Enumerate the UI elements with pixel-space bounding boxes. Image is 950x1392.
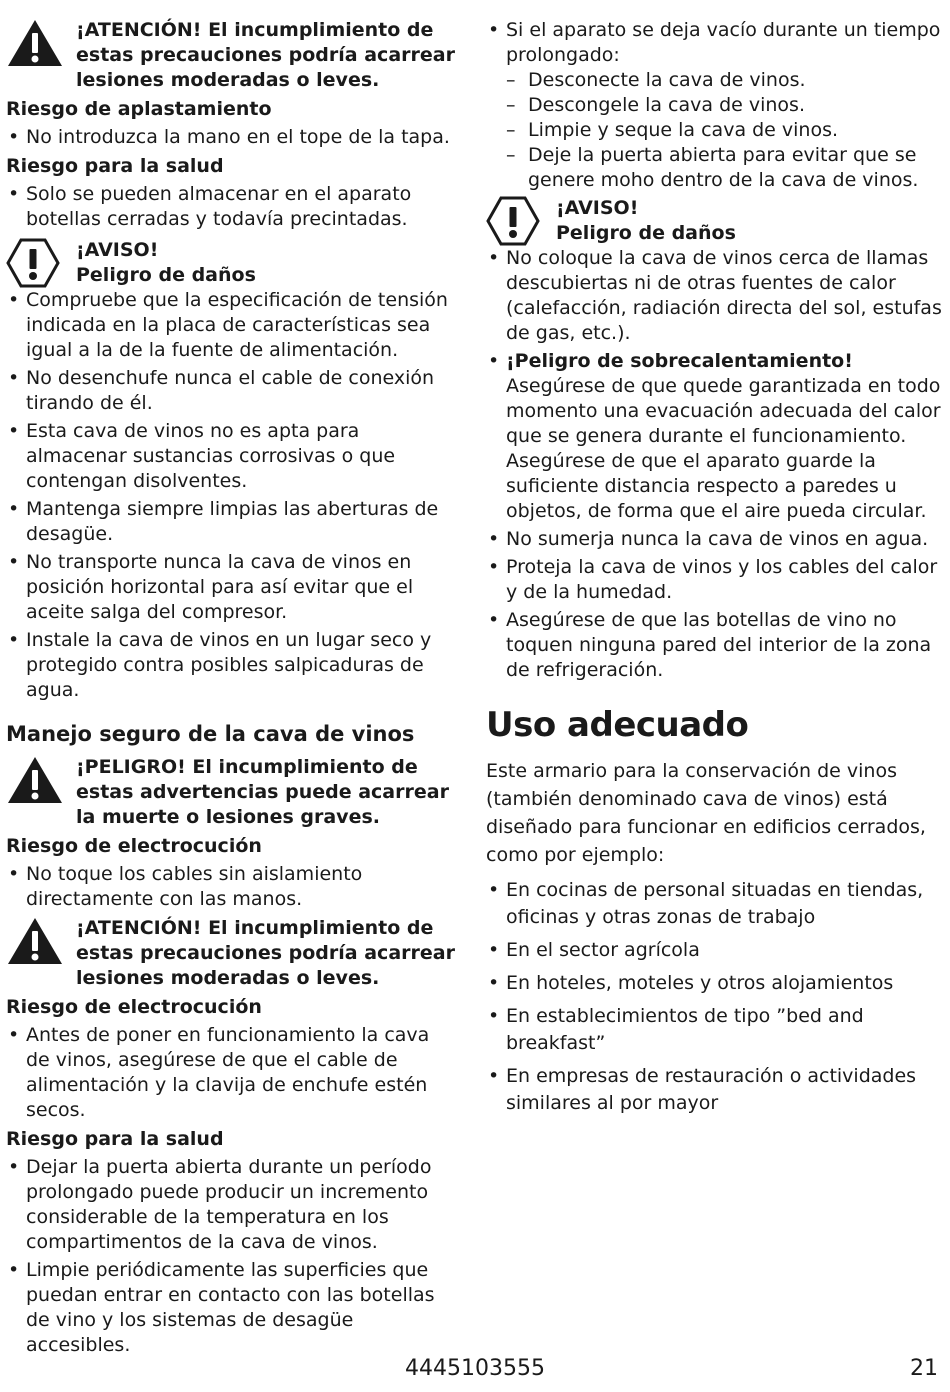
damage-list [486, 246, 942, 683]
list-item: • Compruebe que la especificación de tensión indicada en la placa de características sea igual a la de la fuente de alimentación. [6, 288, 458, 363]
notice-exclamation-icon [6, 238, 64, 288]
list-item: • No desenchufe nunca el cable de conexión tirando de él. [6, 366, 458, 416]
section-title: Manejo seguro de la cava de vinos [6, 722, 415, 746]
step-item: – Desconecte la cava de vinos. [506, 68, 942, 93]
caution-text: ¡ATENCIÓN! El incumplimiento de estas precauciones podría acarrear lesiones moderadas o leves. [76, 917, 455, 989]
subheading-crush-risk: Riesgo de aplastamiento [6, 98, 272, 120]
notice-exclamation-icon [486, 196, 544, 246]
warning-triangle-icon [6, 755, 64, 805]
left-column [6, 18, 458, 1361]
damage-notice [486, 196, 942, 246]
damage-notice [6, 238, 458, 288]
list-item: • No introduzca la mano en el tope de la tapa. [6, 125, 458, 150]
intro-paragraph: Este armario para la conservación de vinos (también denominado cava de vinos) está diseñado para funcionar en edificios cerrados, como por ejemplo: [486, 760, 926, 866]
overheating-title: ¡Peligro de sobrecalentamiento! [506, 350, 853, 372]
warning-triangle-icon [6, 18, 64, 68]
electrocution-list [6, 862, 458, 912]
list-item: • En empresas de restauración o actividades similares al por mayor [486, 1063, 942, 1117]
step-item: – Deje la puerta abierta para evitar que se genere moho dentro de la cava de vinos. [506, 143, 942, 193]
caution-notice [6, 916, 458, 991]
list-item: • En establecimientos de tipo ”bed and breakfast” [486, 1003, 942, 1057]
subheading-health-risk: Riesgo para la salud [6, 155, 224, 177]
list-item [486, 349, 942, 524]
list-item: • En hoteles, moteles y otros alojamientos [486, 970, 942, 997]
list-item: • Proteja la cava de vinos y los cables del calor y de la humedad. [486, 555, 942, 605]
list-item: • En cocinas de personal situadas en tiendas, oficinas y otras zonas de trabajo [486, 877, 942, 931]
caution-notice [6, 18, 458, 93]
steps-list [506, 68, 942, 193]
caution-text: ¡ATENCIÓN! El incumplimiento de estas precauciones podría acarrear lesiones moderadas o leves. [76, 19, 455, 91]
electrocution-list [6, 1023, 458, 1123]
empty-appliance-list [486, 18, 942, 193]
list-item: • No sumerja nunca la cava de vinos en agua. [486, 527, 942, 552]
list-item [486, 18, 942, 193]
damage-notice-text [556, 196, 736, 246]
usage-list [486, 877, 942, 1117]
page-footer [0, 1352, 950, 1392]
damage-list [6, 288, 458, 703]
damage-notice-text [76, 238, 256, 288]
list-item: • Instale la cava de vinos en un lugar seco y protegido contra posibles salpicaduras de agua. [6, 628, 458, 703]
list-item: • No toque los cables sin aislamiento directamente con las manos. [6, 862, 458, 912]
subheading-health-risk: Riesgo para la salud [6, 1128, 224, 1150]
step-item: – Limpie y seque la cava de vinos. [506, 118, 942, 143]
list-item: • Limpie periódicamente las superficies que puedan entrar en contacto con las botellas de vino y los sistemas de desagüe accesibles. [6, 1258, 458, 1358]
notice-label: ¡AVISO! [556, 197, 639, 219]
health-risk-list [6, 1155, 458, 1358]
list-item: • No transporte nunca la cava de vinos en posición horizontal para así evitar que el aceite salga del compresor. [6, 550, 458, 625]
list-item: • No coloque la cava de vinos cerca de llamas descubiertas ni de otras fuentes de calor (calefacción, radiación directa del sol, estufas de gas, etc.). [486, 246, 942, 346]
danger-notice [6, 755, 458, 830]
list-item: • Dejar la puerta abierta durante un período prolongado puede producir un incremento considerable de la temperatura en los compartimentos de la cava de vinos. [6, 1155, 458, 1255]
list-item: • Mantenga siempre limpias las aberturas de desagüe. [6, 497, 458, 547]
notice-label: ¡AVISO! [76, 239, 159, 261]
health-risk-list [6, 182, 458, 232]
list-item: • Antes de poner en funcionamiento la cava de vinos, asegúrese de que el cable de alimentación y la clavija de enchufe estén secos. [6, 1023, 458, 1123]
list-item: • En el sector agrícola [486, 937, 942, 964]
subheading-electrocution-risk: Riesgo de electrocución [6, 996, 262, 1018]
overheating-text: Asegúrese de que quede garantizada en todo momento una evacuación adecuada del calor que se genera durante el funcionamiento. Asegúrese de que el aparato guarde la suficiente distancia respecto a paredes u objetos, de forma que el aire pueda circular. [506, 375, 941, 522]
list-item: • Solo se pueden almacenar en el aparato botellas cerradas y todavía precintadas. [6, 182, 458, 232]
list-item: • Asegúrese de que las botellas de vino no toquen ninguna pared del interior de la zona de refrigeración. [486, 608, 942, 683]
list-item: • Esta cava de vinos no es apta para almacenar sustancias corrosivas o que contengan disolventes. [6, 419, 458, 494]
crush-risk-list [6, 125, 458, 150]
section-heading: Uso adecuado [486, 705, 749, 745]
step-item: – Descongele la cava de vinos. [506, 93, 942, 118]
list-item-text: Si el aparato se deja vacío durante un tiempo prolongado: [506, 19, 941, 66]
danger-text: ¡PELIGRO! El incumplimiento de estas advertencias puede acarrear la muerte o lesiones graves. [76, 756, 449, 828]
right-column [486, 18, 942, 1123]
notice-title: Peligro de daños [556, 222, 736, 244]
notice-title: Peligro de daños [76, 264, 256, 286]
subheading-electrocution-risk: Riesgo de electrocución [6, 835, 262, 857]
document-number: 4445103555 [405, 1356, 545, 1381]
warning-triangle-icon [6, 916, 64, 966]
page-number: 21 [910, 1356, 938, 1381]
